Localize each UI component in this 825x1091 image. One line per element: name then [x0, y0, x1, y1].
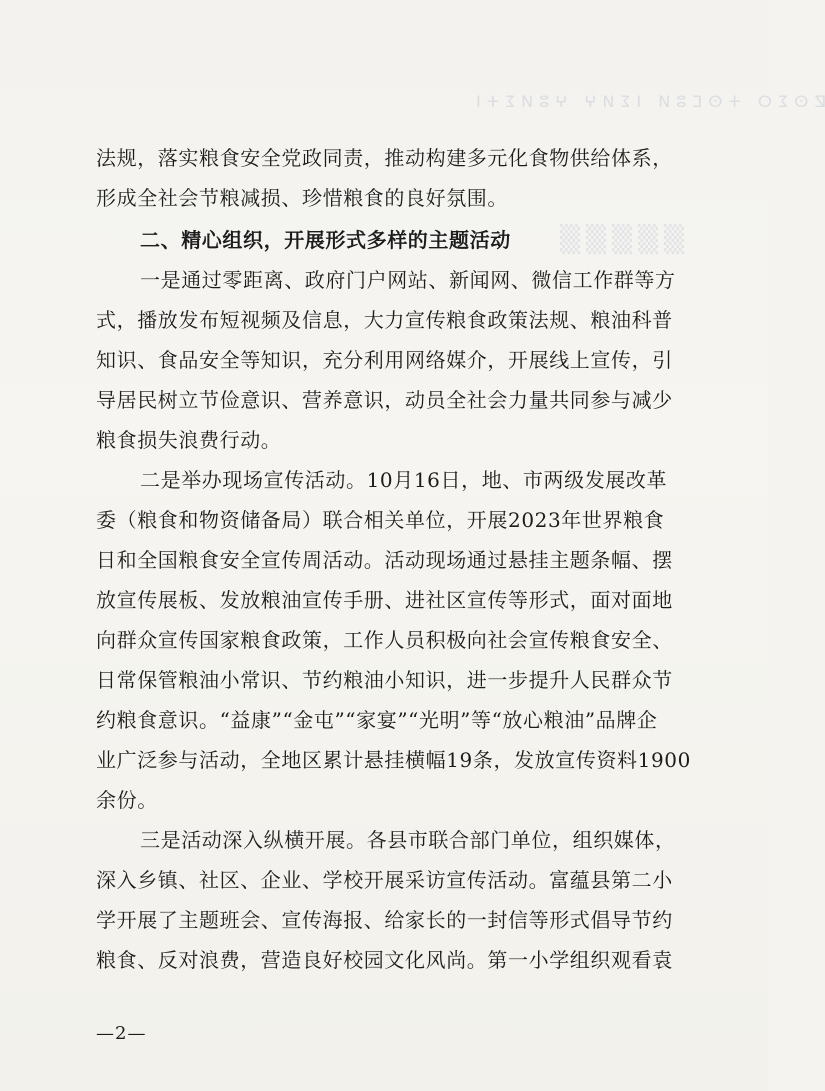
paragraph-2-line-3: 日和全国粮食安全宣传周活动。活动现场通过悬挂主题条幅、摆: [96, 548, 673, 572]
paragraph-2-line-1: 二是举办现场宣传活动。10月16日，地、市两级发展改革: [140, 468, 668, 492]
paragraph-1-line-3: 知识、食品安全等知识，充分利用网络媒介，开展线上宣传，引: [96, 348, 673, 372]
paragraph-2-line-8: 业广泛参与活动，全地区累计悬挂横幅19条，发放宣传资料1900: [96, 748, 691, 772]
paragraph-2-line-5: 向群众宣传国家粮食政策，工作人员积极向社会宣传粮食安全、: [96, 628, 673, 652]
paragraph-1-line-2: 式，播放发布短视频及信息，大力宣传粮食政策法规、粮油科普: [96, 308, 673, 332]
show-through-text: ⵇⵙⵉⵔ ⵜⵙⵎⵓⵍ ⵏⵉⵍⵖ ⵖⵓⵍⵉⵜⵏ: [470, 92, 825, 111]
body-line-1: 法规，落实粮食安全党政同责，推动构建多元化食物供给体系，: [96, 146, 673, 170]
paragraph-3-line-3: 学开展了主题班会、宣传海报、给家长的一封信等形式倡导节约: [96, 908, 673, 932]
paragraph-3-line-4: 粮食、反对浪费，营造良好校园文化风尚。第一小学组织观看袁: [96, 948, 673, 972]
page-number: —2—: [96, 1023, 147, 1044]
paragraph-2-line-7: 约粮食意识。“益康”“金屯”“家宴”“光明”等“放心粮油”品牌企: [96, 708, 658, 732]
paragraph-1-line-1: 一是通过零距离、政府门户网站、新闻网、微信工作群等方: [140, 268, 676, 292]
body-line-2: 形成全社会节粮减损、珍惜粮食的良好氛围。: [96, 186, 508, 210]
section-heading: 二、精心组织，开展形式多样的主题活动: [140, 228, 511, 252]
paragraph-2-line-2: 委（粮食和物资储备局）联合相关单位，开展2023年世界粮食: [96, 508, 665, 532]
show-through-heading: ▒▒▒▒▒: [560, 225, 690, 255]
paragraph-2-line-4: 放宣传展板、发放粮油宣传手册、进社区宣传等形式，面对面地: [96, 588, 673, 612]
paragraph-3-line-2: 深入乡镇、社区、企业、学校开展采访宣传活动。富蕴县第二小: [96, 868, 673, 892]
paragraph-2-line-6: 日常保管粮油小常识、节约粮油小知识，进一步提升人民群众节: [96, 668, 673, 692]
paragraph-3-line-1: 三是活动深入纵横开展。各县市联合部门单位，组织媒体，: [140, 828, 676, 852]
paragraph-1-line-4: 导居民树立节俭意识、营养意识，动员全社会力量共同参与减少: [96, 388, 673, 412]
paragraph-2-line-9: 余份。: [96, 788, 158, 812]
paragraph-1-line-5: 粮食损失浪费行动。: [96, 428, 282, 452]
